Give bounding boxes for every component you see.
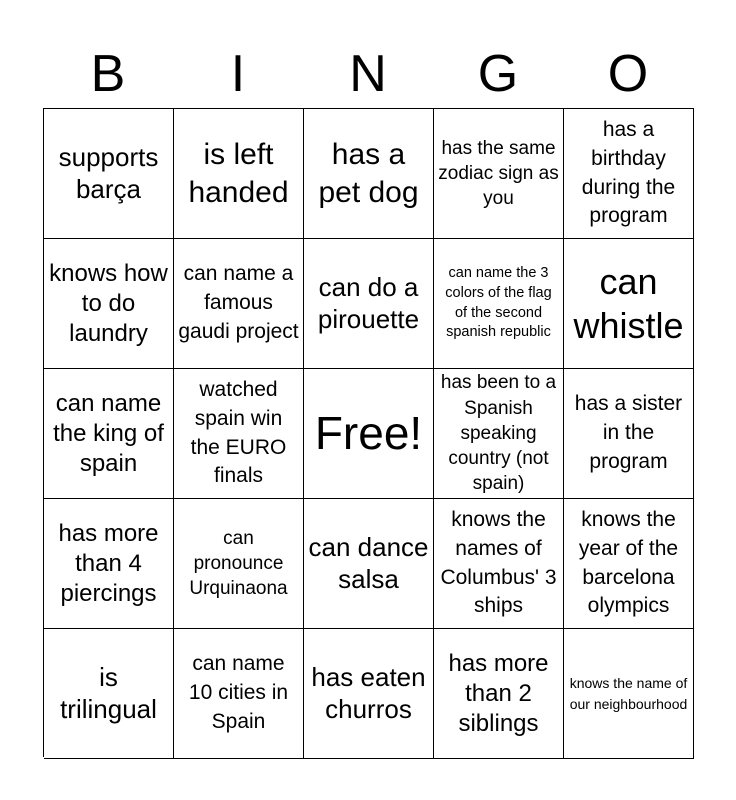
bingo-cell: supports barça xyxy=(44,109,174,239)
header-letter-o: O xyxy=(607,45,649,103)
bingo-cell: has more than 4 piercings xyxy=(44,499,174,629)
bingo-cell: can name the king of spain xyxy=(44,369,174,499)
bingo-cell: can name the 3 colors of the flag of the second spanish republic xyxy=(434,239,564,369)
bingo-cell: can whistle xyxy=(564,239,694,369)
bingo-cell: has a birthday during the program xyxy=(564,109,694,239)
header-letter-n: N xyxy=(349,45,387,103)
bingo-cell: has a pet dog xyxy=(304,109,434,239)
bingo-cell: watched spain win the EURO finals xyxy=(174,369,304,499)
bingo-cell: knows how to do laundry xyxy=(44,239,174,369)
header-letter-b: B xyxy=(90,45,126,103)
bingo-cell: can pronounce Urquinaona xyxy=(174,499,304,629)
free-space: Free! xyxy=(304,369,434,499)
bingo-cell: knows the names of Columbus' 3 ships xyxy=(434,499,564,629)
bingo-cell: has the same zodiac sign as you xyxy=(434,109,564,239)
bingo-cell: has a sister in the program xyxy=(564,369,694,499)
header-letter-i: I xyxy=(230,45,246,103)
bingo-cell: can do a pirouette xyxy=(304,239,434,369)
bingo-cell: can name 10 cities in Spain xyxy=(174,629,304,759)
bingo-cell: has been to a Spanish speaking country (not spain) xyxy=(434,369,564,499)
bingo-cell: is left handed xyxy=(174,109,304,239)
bingo-cell: has eaten churros xyxy=(304,629,434,759)
bingo-cell: is trilingual xyxy=(44,629,174,759)
bingo-cell: knows the year of the barcelona olympics xyxy=(564,499,694,629)
bingo-header xyxy=(43,40,693,108)
bingo-cell: can dance salsa xyxy=(304,499,434,629)
bingo-cell: knows the name of our neighbourhood xyxy=(564,629,694,759)
bingo-cell: has more than 2 siblings xyxy=(434,629,564,759)
bingo-cell: can name a famous gaudi project xyxy=(174,239,304,369)
bingo-grid xyxy=(43,108,694,757)
header-letter-g: G xyxy=(477,45,519,103)
